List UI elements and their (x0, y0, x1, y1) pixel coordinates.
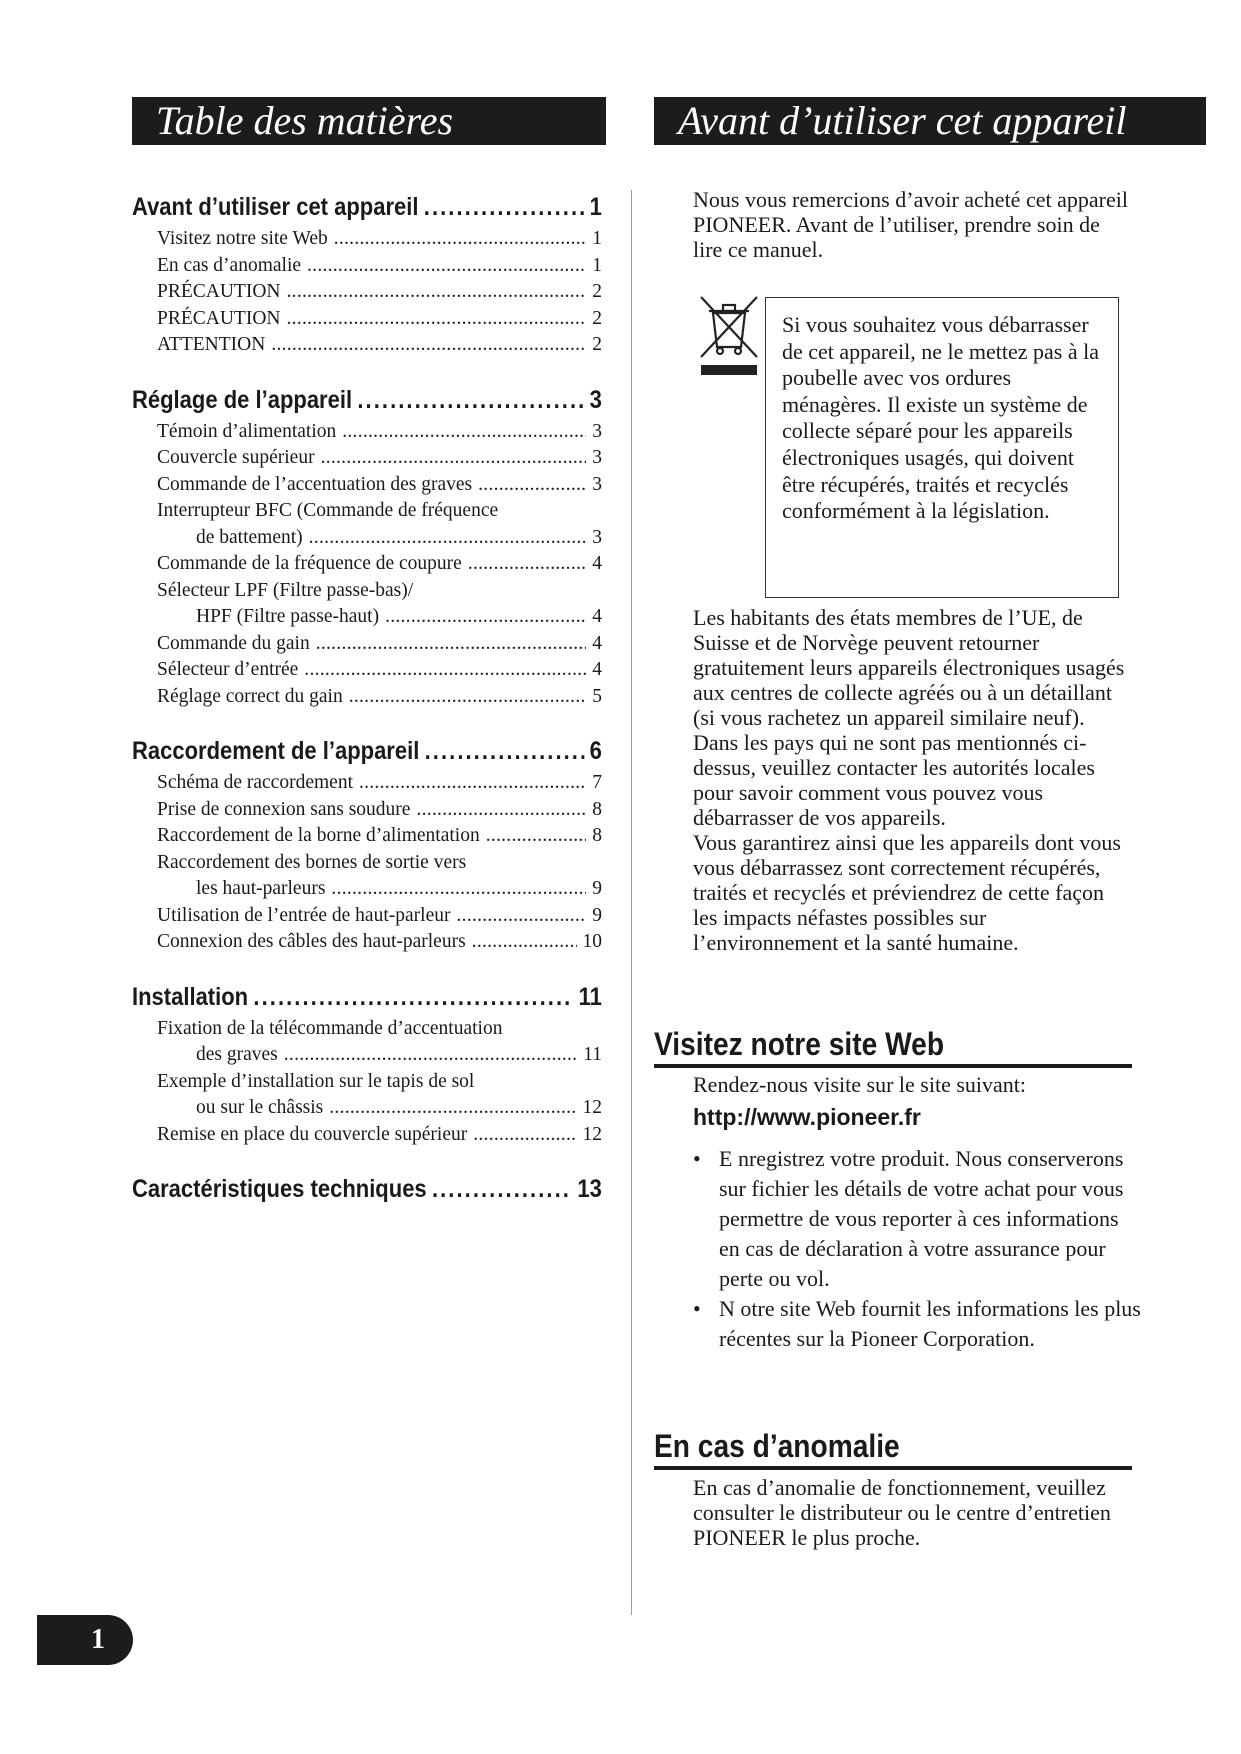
leader-dots (287, 306, 587, 333)
toc-entry-title: des graves (196, 1044, 278, 1065)
section-banner: Avant d’utiliser cet appareil (654, 97, 1206, 145)
toc-entry[interactable] (132, 253, 602, 280)
toc-entry-title: Remise en place du couvercle supérieur (157, 1123, 468, 1145)
toc-entry-title: Raccordement des bornes de sortie vers (157, 851, 467, 873)
toc-entry[interactable] (132, 604, 602, 631)
toc-page-number: 9 (592, 904, 602, 926)
toc-page-number: 3 (592, 526, 602, 548)
toc-entry-title: HPF (Filtre passe-haut) (196, 606, 380, 627)
toc-entry-title: Sélecteur LPF (Filtre passe-bas)/ (157, 579, 414, 601)
column-divider (631, 190, 632, 1615)
toc-entry[interactable] (132, 332, 602, 359)
toc-page-number: 2 (592, 281, 602, 302)
toc-entry-title: Commande de l’accentuation des graves (157, 473, 473, 495)
toc-entry[interactable] (132, 770, 602, 797)
eu-paragraph: Vous garantirez ainsi que les appareils dont vous vous débarrassez sont correctement récupérés, traités et recyclés et préviendrez de cette façon les impacts néfastes possibles sur l’environnement et la santé humaine. (693, 830, 1121, 955)
toc-entry[interactable] (132, 797, 602, 824)
toc-entry[interactable] (132, 876, 602, 903)
intro-text: Nous vous remercions d’avoir acheté cet appareil PIONEER. Avant de l’utiliser, prendre soin de lire ce manuel. (693, 187, 1128, 262)
toc-entry-title: Connexion des câbles des haut-parleurs (157, 931, 466, 952)
leader-dots (304, 657, 586, 684)
leader-dots (424, 188, 585, 226)
leader-dots (253, 978, 573, 1016)
leader-dots (284, 1042, 577, 1069)
bullet-text: E nregistrez votre produit. Nous conserverons sur fichier les détails de votre achat pour vous permettre de vous reporter à ces informations en cas de déclaration à votre assurance pour perte ou vol. (719, 1146, 1124, 1291)
toc-entry[interactable] (132, 445, 602, 472)
toc-entry[interactable] (132, 903, 602, 930)
toc-page-number: 1 (592, 254, 602, 276)
web-bullets (693, 1144, 1143, 1354)
list-item (693, 1294, 1143, 1354)
toc-entry-title: ATTENTION (157, 334, 266, 355)
toc-page-number: 3 (592, 420, 602, 442)
toc-entry-title: Couvercle supérieur (157, 447, 315, 468)
toc-page-number: 4 (592, 553, 602, 574)
toc-section-heading[interactable] (132, 1170, 602, 1208)
toc-section-title: Réglage de l’appareil (132, 385, 353, 414)
toc-section-title: Installation (132, 982, 249, 1011)
toc-section-heading[interactable] (132, 381, 602, 419)
toc-page-number: 4 (592, 659, 602, 680)
web-heading: Visitez notre site Web (654, 1024, 1132, 1068)
toc-entry-title: Utilisation de l’entrée de haut-parleur (157, 904, 451, 926)
recycling-notice (765, 297, 1119, 598)
table-of-contents (132, 188, 602, 1230)
toc-page-number: 12 (582, 1097, 602, 1118)
toc-entry-title: Fixation de la télécommande d’accentuation (157, 1017, 503, 1039)
leader-dots (321, 445, 587, 472)
toc-page-number: 9 (592, 878, 602, 899)
toc-page-number: 12 (582, 1123, 602, 1145)
toc-entry-title: Visitez notre site Web (157, 228, 328, 249)
crossed-bin-icon (697, 295, 761, 377)
recycling-notice-text: Si vous souhaitez vous débarrasser de cet appareil, ne le mettez pas à la poubelle avec vos ordures ménagères. Il existe un système de collecte séparé pour les appareils électroniques usagés, qui doivent être récupérés, traités et recyclés conformément à la législation. (782, 312, 1099, 524)
toc-entry[interactable] (132, 551, 602, 578)
toc-section-heading[interactable] (132, 732, 602, 770)
toc-page-number: 4 (592, 632, 602, 654)
toc-banner: Table des matières (132, 97, 606, 145)
toc-entry[interactable] (132, 419, 602, 446)
toc-page-number: 13 (577, 1175, 602, 1203)
bullet-icon: • (693, 1146, 701, 1171)
toc-entry[interactable] (132, 279, 602, 306)
toc-entry[interactable] (132, 1042, 602, 1069)
leader-dots (473, 1122, 576, 1149)
web-intro: Rendez-nous visite sur le site suivant: (693, 1072, 1026, 1097)
leader-dots (349, 684, 587, 711)
toc-entry-title: PRÉCAUTION (157, 281, 281, 302)
toc-entry[interactable] (132, 631, 602, 658)
leader-dots (478, 472, 586, 499)
bullet-icon: • (693, 1296, 701, 1321)
toc-section (132, 732, 602, 956)
toc-section-title: Caractéristiques techniques (132, 1175, 427, 1203)
leader-dots (468, 551, 586, 578)
toc-page-number: 3 (592, 447, 602, 468)
leader-dots (316, 631, 587, 658)
toc-section-title: Avant d’utiliser cet appareil (132, 193, 419, 221)
leader-dots (331, 876, 586, 903)
toc-entry-title: Témoin d’alimentation (157, 420, 337, 442)
toc-section (132, 188, 602, 359)
toc-entry-title: Interrupteur BFC (Commande de fréquence (157, 500, 499, 521)
leader-dots (342, 419, 586, 446)
leader-dots (334, 226, 587, 253)
toc-entry[interactable] (132, 850, 602, 877)
toc-entry[interactable] (132, 684, 602, 711)
website-link[interactable]: http://www.pioneer.fr (693, 1104, 921, 1130)
toc-entry[interactable] (132, 657, 602, 684)
toc-entry-title: Exemple d’installation sur le tapis de sol (157, 1070, 475, 1092)
toc-entry-title: Commande de la fréquence de coupure (157, 553, 462, 574)
toc-entry-title: les haut-parleurs (196, 878, 326, 899)
toc-page-number: 4 (592, 606, 602, 627)
toc-section-title: Raccordement de l’appareil (132, 737, 420, 765)
leader-dots (416, 797, 586, 824)
anomaly-text: En cas d’anomalie de fonctionnement, veuillez consulter le distributeur ou le centre d’entretien PIONEER le plus proche. (693, 1475, 1111, 1550)
toc-entry[interactable] (132, 226, 602, 253)
toc-page-number: 11 (578, 982, 602, 1011)
toc-entry-title: En cas d’anomalie (157, 254, 302, 276)
toc-entry[interactable] (132, 1016, 602, 1043)
toc-section-heading[interactable] (132, 188, 602, 226)
toc-entry[interactable] (132, 1069, 602, 1096)
toc-entry[interactable] (132, 472, 602, 499)
toc-page-number: 1 (589, 193, 602, 221)
toc-entry-title: Raccordement de la borne d’alimentation (157, 825, 480, 846)
toc-entry[interactable] (132, 498, 602, 525)
eu-disposal-text (693, 605, 1133, 955)
toc-page-number: 2 (592, 307, 602, 329)
toc-entry[interactable] (132, 578, 602, 605)
leader-dots (271, 332, 586, 359)
toc-entry-title: de battement) (196, 526, 303, 548)
leader-dots (456, 903, 586, 930)
toc-page-number: 3 (589, 385, 602, 414)
leader-dots (432, 1170, 572, 1208)
toc-entry[interactable] (132, 823, 602, 850)
toc-entry-title: Commande du gain (157, 632, 310, 654)
leader-dots (307, 253, 586, 280)
leader-dots (486, 823, 587, 850)
toc-section (132, 1170, 602, 1208)
toc-page-number: 1 (592, 228, 602, 249)
toc-page-number: 3 (592, 473, 602, 495)
toc-entry[interactable] (132, 525, 602, 552)
page-number: 1 (37, 1615, 133, 1665)
toc-section (132, 381, 602, 711)
leader-dots (425, 732, 585, 770)
toc-page-number: 5 (592, 685, 602, 707)
toc-page-number: 6 (589, 737, 602, 765)
toc-entry[interactable] (132, 306, 602, 333)
toc-page-number: 2 (592, 334, 602, 355)
toc-page-number: 8 (592, 798, 602, 820)
list-item (693, 1144, 1143, 1294)
leader-dots (309, 525, 587, 552)
leader-dots (359, 770, 586, 797)
toc-entry-title: Prise de connexion sans soudure (157, 798, 411, 820)
anomaly-heading: En cas d’anomalie (654, 1426, 1132, 1470)
toc-page-number: 10 (582, 931, 602, 952)
toc-entry-title: PRÉCAUTION (157, 307, 281, 329)
toc-entry[interactable] (132, 929, 602, 956)
eu-paragraph: Les habitants des états membres de l’UE, de Suisse et de Norvège peuvent retourner gratuitement leurs appareils électroniques usagés aux centres de collecte agréés ou à un détaillant (si vous rachetez un appareil similaire neuf). (693, 605, 1125, 730)
leader-dots (329, 1095, 576, 1122)
leader-dots (385, 604, 586, 631)
toc-entry-title: Sélecteur d’entrée (157, 659, 299, 680)
intro-paragraph (693, 187, 1133, 262)
leader-dots (357, 381, 584, 419)
bullet-text: N otre site Web fournit les informations les plus récentes sur la Pioneer Corporation. (719, 1296, 1141, 1351)
toc-entry-title: ou sur le châssis (196, 1097, 324, 1118)
toc-section-heading[interactable] (132, 978, 602, 1016)
toc-entry-title: Réglage correct du gain (157, 685, 343, 707)
toc-entry[interactable] (132, 1095, 602, 1122)
toc-entry[interactable] (132, 1122, 602, 1149)
leader-dots (287, 279, 587, 306)
toc-page-number: 7 (592, 772, 602, 793)
toc-entry-title: Schéma de raccordement (157, 772, 353, 793)
eu-paragraph: Dans les pays qui ne sont pas mentionnés ci-dessus, veuillez contacter les autorités locales pour savoir comment vous pouvez vous débarrasser de vos appareils. (693, 730, 1095, 830)
toc-page-number: 8 (592, 825, 602, 846)
toc-page-number: 11 (583, 1044, 602, 1065)
leader-dots (472, 929, 577, 956)
toc-section (132, 978, 602, 1149)
